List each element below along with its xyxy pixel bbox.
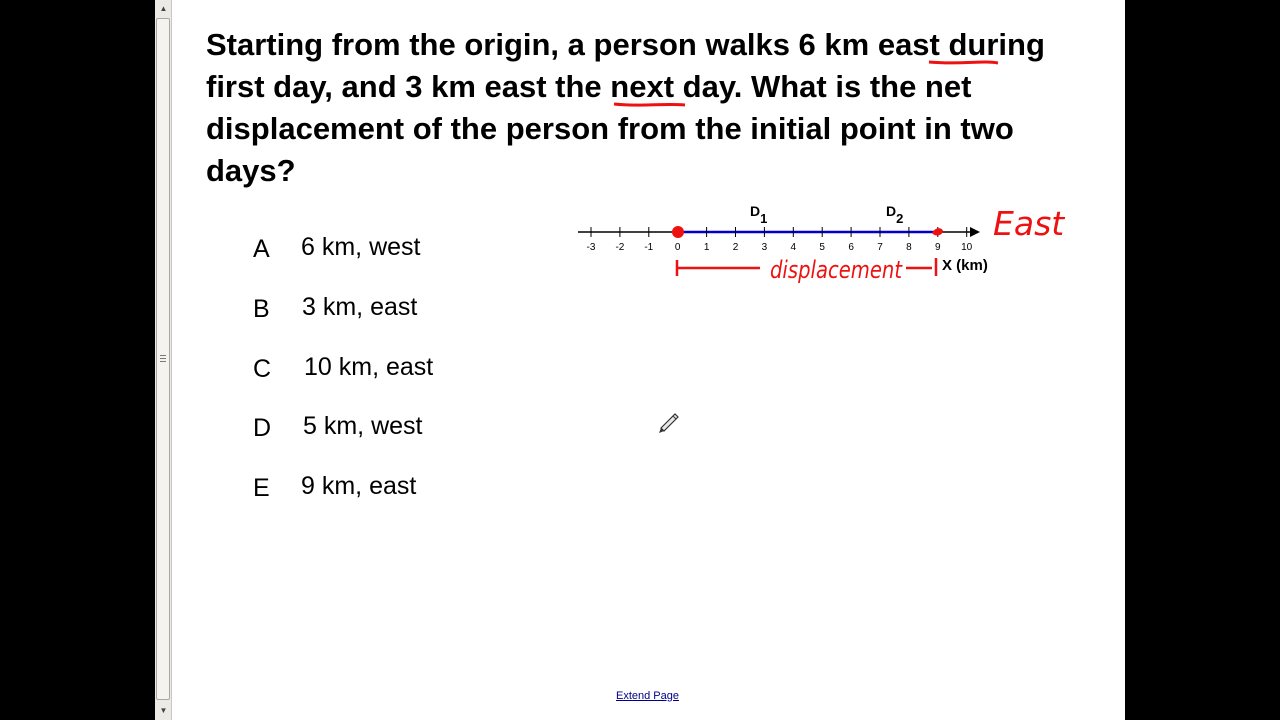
question-east-1: east [877, 27, 940, 62]
whiteboard-page[interactable] [172, 0, 1125, 720]
choice-letter: A [253, 235, 270, 263]
east-annotation: East [993, 204, 1065, 243]
scroll-up-arrow-icon[interactable]: ▲ [159, 4, 168, 13]
axis-tick-label: 6 [848, 242, 854, 253]
axis-arrow-icon [970, 227, 980, 237]
question-part-3: the next day. What is the net displacement of the person from the initial point in two days? [206, 69, 1014, 188]
underline-east-2 [614, 104, 685, 105]
number-line-diagram [172, 0, 1125, 720]
axis-tick-label: 3 [761, 242, 768, 253]
scroll-down-arrow-icon[interactable]: ▼ [159, 706, 168, 715]
axis-tick-label: 1 [703, 242, 710, 253]
choice-answer: 10 km, east [304, 353, 434, 381]
vertical-scrollbar[interactable] [155, 0, 172, 720]
axis-tick-label: 2 [732, 242, 739, 253]
choice-answer: 5 km, west [303, 412, 423, 440]
axis-tick-label: 7 [877, 242, 883, 253]
axis-tick-label: 4 [790, 242, 797, 253]
underline-east-1 [929, 62, 998, 63]
displacement-annotation: displacement [770, 256, 904, 284]
axis-tick-label: 5 [819, 242, 825, 253]
scroll-thumb[interactable] [156, 18, 170, 700]
question-east-2: east [484, 69, 547, 104]
axis-tick-label: 9 [935, 242, 941, 253]
choice-letter: B [253, 295, 270, 323]
choice-answer: 6 km, west [301, 233, 421, 261]
axis-tick-label: -1 [644, 242, 654, 253]
d2-label: D2 [886, 203, 904, 226]
choice-letter: E [253, 474, 270, 502]
axis-tick-label: 10 [961, 242, 973, 253]
axis-tick-label: 8 [906, 242, 912, 253]
choice-answer: 3 km, east [302, 293, 418, 321]
choice-letter: C [253, 355, 272, 383]
axis-tick-label: 0 [674, 242, 681, 253]
extend-page-link[interactable]: Extend Page [616, 690, 679, 702]
scroll-grip-icon [160, 355, 166, 364]
choice-letter: D [253, 414, 272, 442]
endpoint-mark [932, 228, 943, 235]
question-part-1: Starting from the origin, a person walks 6 km [206, 27, 878, 62]
choice-answer: 9 km, east [301, 472, 417, 500]
axis-tick-label: -3 [586, 242, 596, 253]
d1-label: D1 [750, 203, 768, 226]
origin-point [672, 226, 684, 238]
question-part-2: during first day, and 3 km [206, 27, 1045, 104]
axis-label: X (km) [942, 257, 988, 274]
pencil-icon [657, 408, 683, 434]
axis-tick-label: -2 [615, 242, 625, 253]
